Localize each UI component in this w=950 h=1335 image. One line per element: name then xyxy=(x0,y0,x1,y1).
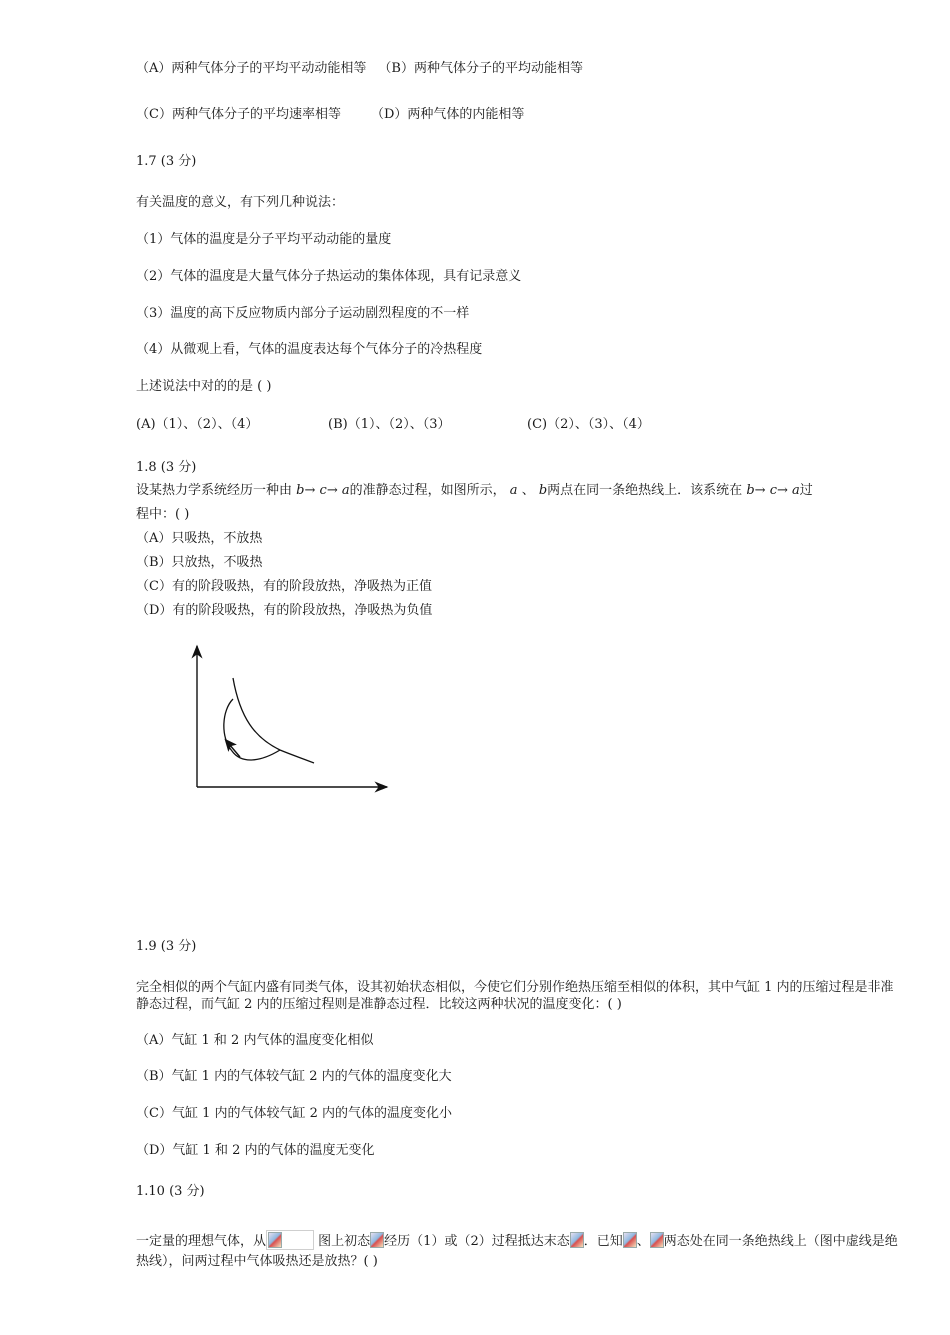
q17-statement-1: （1）气体的温度是分子平均平动动能的量度 xyxy=(136,232,392,247)
q18-arrow-4: → xyxy=(776,483,788,498)
q19-option-d[interactable]: （D）气缸 1 和 2 内的气体的温度无变化 xyxy=(136,1143,375,1158)
q18-text-3: 两点在同一条绝热线上．该系统在 xyxy=(547,483,743,498)
q17-question: 上述说法中对的的是 ( ) xyxy=(136,379,272,394)
q18-arrow-1: → xyxy=(304,483,316,498)
process-loop-curve xyxy=(224,699,280,760)
q18-point-a: a xyxy=(509,483,518,498)
q18-point-b: b xyxy=(538,483,548,498)
q110-text-4: ．已知 xyxy=(583,1234,623,1249)
q19-header: 1.9 (3 分) xyxy=(136,939,197,954)
q110-text-1: 一定量的理想气体，从 xyxy=(136,1234,267,1249)
q17-option-b[interactable]: (B)（1）、（2）、（3） xyxy=(328,417,451,432)
q17-stem: 有关温度的意义，有下列几种说法： xyxy=(136,195,345,210)
final-state-image xyxy=(570,1232,584,1248)
q18-option-b[interactable]: （B）只放热，不吸热 xyxy=(136,555,263,570)
q17-header: 1.7 (3 分) xyxy=(136,154,197,169)
q18-stem-line-2: 程中：( ) xyxy=(136,507,190,522)
q18-text-4: 过 xyxy=(799,483,813,498)
q17-option-a[interactable]: (A)（1）、（2）、（4） xyxy=(136,417,259,432)
q18-arrow-3: → xyxy=(754,483,766,498)
state-b-image xyxy=(650,1232,664,1248)
q110-text-6: 两态处在同一条绝热线上（图中虚线是绝热线），问两过程中气体吸热还是放热？( ) xyxy=(136,1234,898,1269)
q18-pv-diagram xyxy=(180,640,400,800)
q18-state-a-2: a xyxy=(792,483,800,498)
q19-option-b[interactable]: （B）气缸 1 内的气体较气缸 2 内的气体的温度变化大 xyxy=(136,1069,452,1084)
q17-statement-3: （3）温度的高下反应物质内部分子运动剧烈程度的不一样 xyxy=(136,306,470,321)
q19-option-a[interactable]: （A）气缸 1 和 2 内气体的温度变化相似 xyxy=(136,1033,374,1048)
q18-header: 1.8 (3 分) xyxy=(136,460,197,475)
q18-option-d[interactable]: （D）有的阶段吸热，有的阶段放热，净吸热为负值 xyxy=(136,603,433,618)
q18-separator: 、 xyxy=(521,483,535,498)
q19-stem: 完全相似的两个气缸内盛有同类气体，设其初始状态相似，今使它们分别作绝热压缩至相似的体积，其中气缸 1 内的压缩过程是非准静态过程，而气缸 2 内的压缩过程则是准静态过程．比较这两种状况的温度变化：( ) xyxy=(136,980,894,1012)
broken-image-icon xyxy=(268,1232,282,1248)
q17-option-c[interactable]: (C)（2）、（3）、（4） xyxy=(527,417,650,432)
q18-option-c[interactable]: （C）有的阶段吸热，有的阶段放热，净吸热为正值 xyxy=(136,579,432,594)
q18-text-2: 的准静态过程，如图所示， xyxy=(349,483,506,498)
q18-state-c-2: c xyxy=(769,483,777,498)
q18-stem-line-1 xyxy=(136,482,813,500)
pv-diagram-image xyxy=(266,1230,314,1250)
q18-state-a: a xyxy=(341,483,350,498)
q16-option-d[interactable]: （D）两种气体的内能相等 xyxy=(370,107,525,122)
q18-option-a[interactable]: （A）只吸热，不放热 xyxy=(136,531,263,546)
q18-state-c: c xyxy=(319,483,327,498)
q110-header: 1.10 (3 分) xyxy=(136,1184,205,1199)
q110-stem xyxy=(136,1230,906,1272)
q110-text-5: 、 xyxy=(636,1234,650,1249)
q17-statement-2: （2）气体的温度是大量气体分子热运动的集体体现，具有记录意义 xyxy=(136,269,522,284)
initial-state-image xyxy=(370,1232,384,1248)
q110-text-3: 经历（1）或（2）过程抵达末态 xyxy=(384,1234,570,1249)
q17-statement-4: （4）从微观上看，气体的温度表达每个气体分子的冷热程度 xyxy=(136,342,483,357)
q18-text-1: 设某热力学系统经历一种由 xyxy=(136,483,293,498)
q16-option-b[interactable]: （B）两种气体分子的平均动能相等 xyxy=(378,61,583,76)
q17-options-row xyxy=(136,416,650,434)
q16-option-a[interactable]: （A）两种气体分子的平均平动动能相等 xyxy=(136,61,367,76)
q110-text-2: 图上初态 xyxy=(318,1234,371,1249)
q18-arrow-2: → xyxy=(326,483,338,498)
adiabat-curve xyxy=(233,678,314,763)
q16-options-row-2 xyxy=(136,106,524,124)
state-a-image xyxy=(623,1232,637,1248)
q18-state-b-2: b xyxy=(746,483,755,498)
q16-option-c[interactable]: （C）两种气体分子的平均速率相等 xyxy=(136,107,341,122)
q18-state-b: b xyxy=(296,483,305,498)
q16-options-row-1 xyxy=(136,60,583,78)
process-direction-arrow xyxy=(229,744,240,757)
q19-option-c[interactable]: （C）气缸 1 内的气体较气缸 2 内的气体的温度变化小 xyxy=(136,1106,453,1121)
